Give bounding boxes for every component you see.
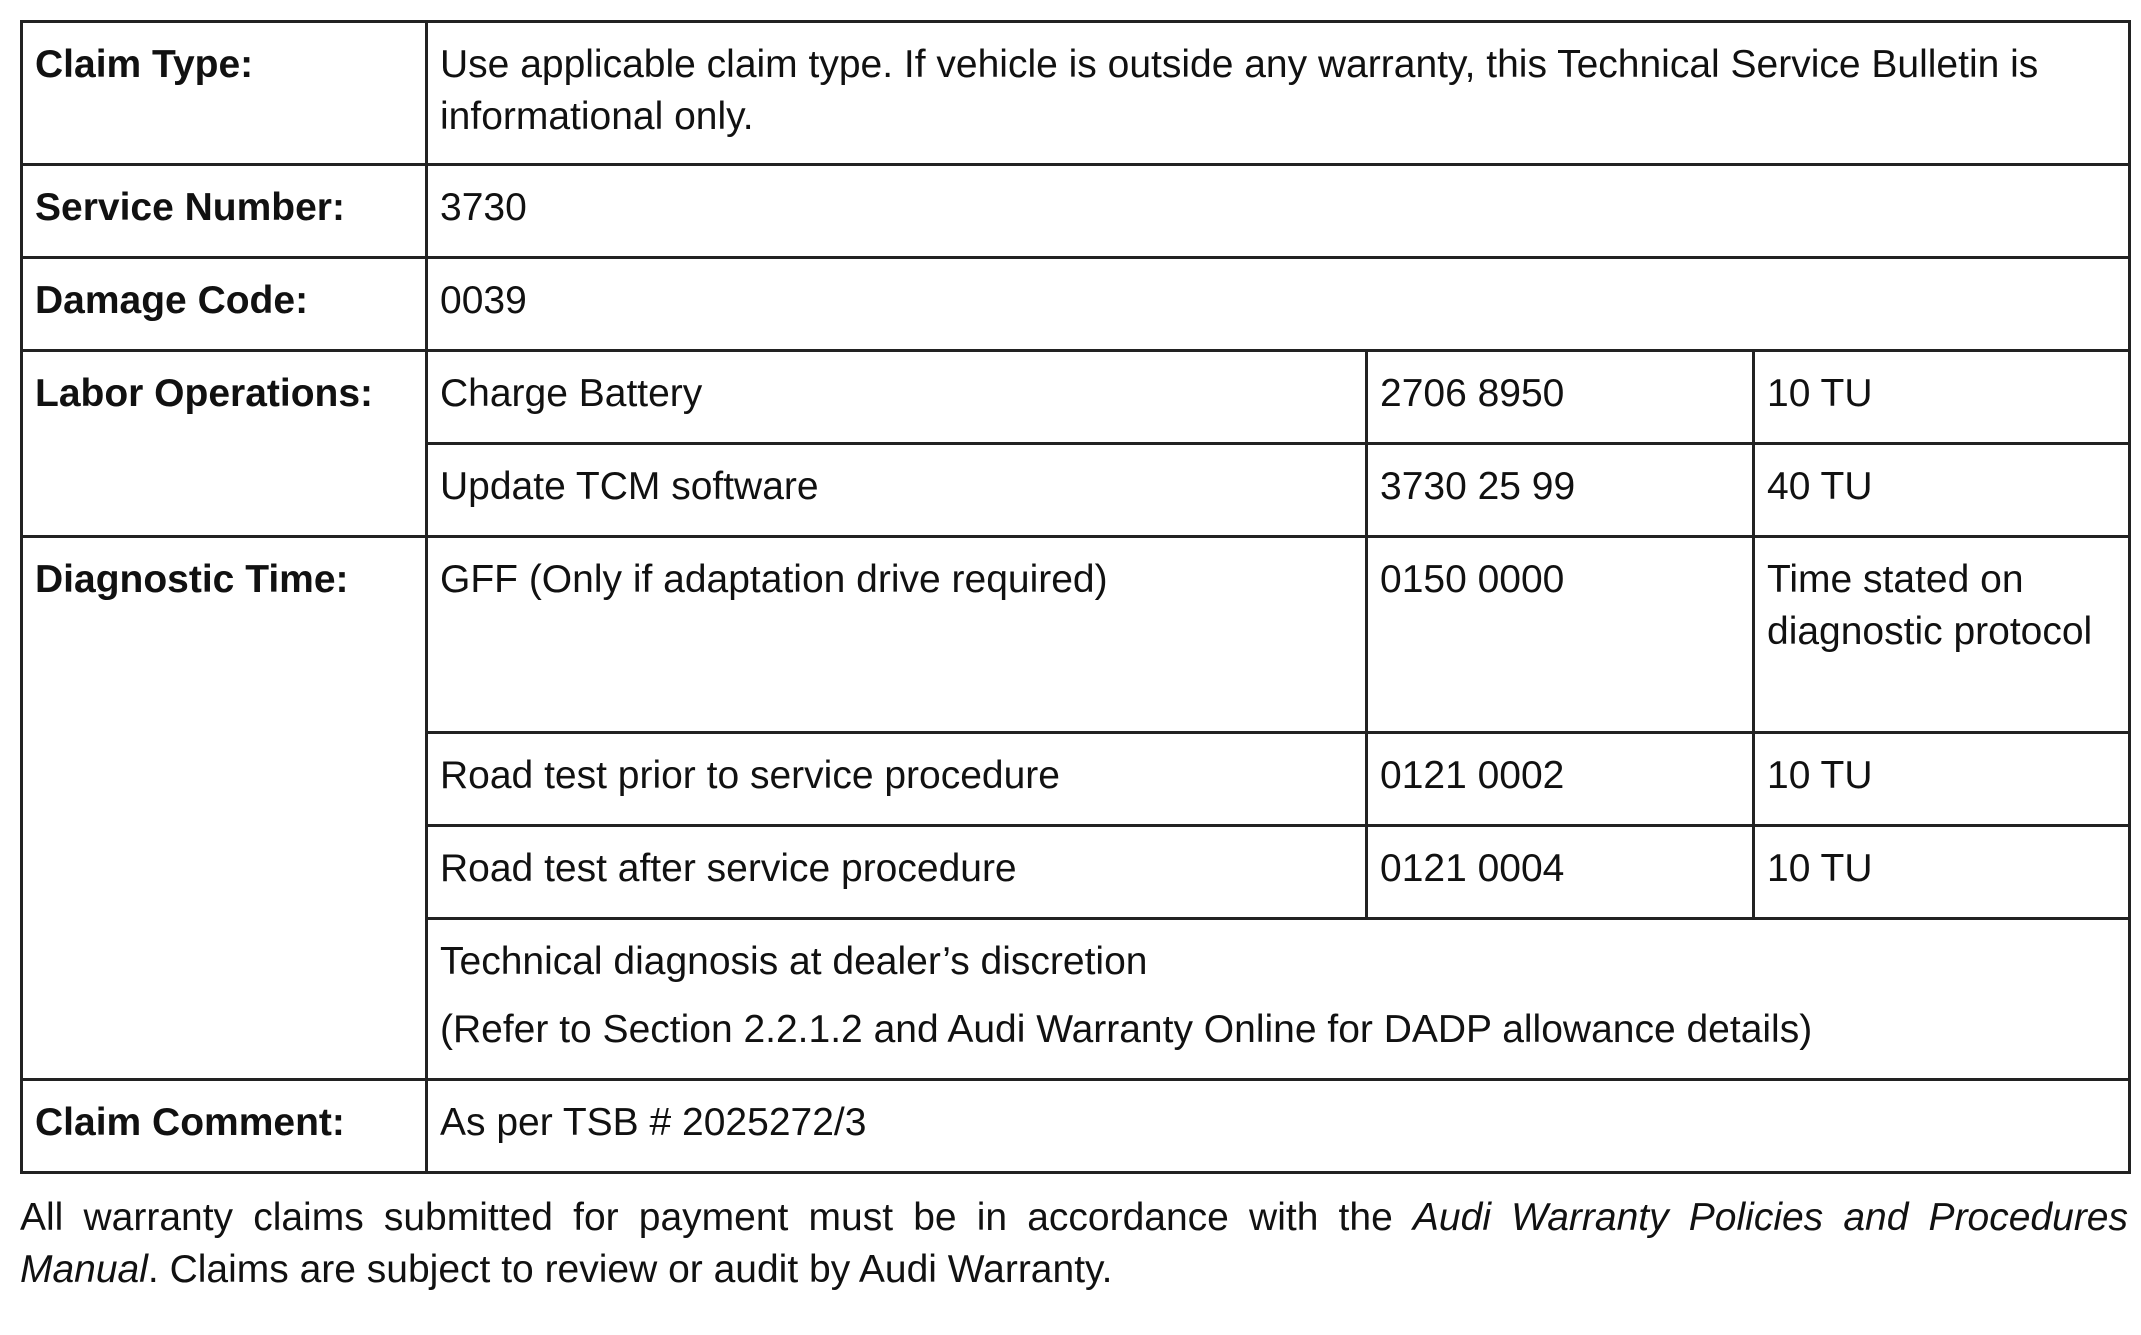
diagnostic-code: 0121 0004 (1367, 826, 1754, 919)
warranty-document (20, 20, 2128, 1335)
claim-comment-label: Claim Comment: (22, 1080, 427, 1173)
diagnostic-code: 0150 0000 (1367, 537, 1754, 733)
labor-operation-code: 3730 25 99 (1367, 444, 1754, 537)
damage-code-row (22, 258, 2130, 351)
claim-type-row (22, 22, 2130, 165)
diagnostic-description: Road test after service procedure (427, 826, 1367, 919)
service-number-value: 3730 (427, 165, 2130, 258)
diagnostic-time-value: 10 TU (1754, 826, 2130, 919)
diagnostic-discretion-cell (427, 919, 2130, 1080)
diagnostic-time-value: Time stated on diagnostic protocol (1754, 537, 2130, 733)
diagnostic-description: Road test prior to service procedure (427, 733, 1367, 826)
claim-comment-value: As per TSB # 2025272/3 (427, 1080, 2130, 1173)
discretion-text: Technical diagnosis at dealer’s discretion (440, 940, 1148, 983)
labor-operation-row (22, 351, 2130, 444)
labor-operation-time: 10 TU (1754, 351, 2130, 444)
dadp-reference-text: (Refer to Section 2.2.1.2 and Audi Warranty Online for DADP allowance details) (440, 1008, 1813, 1051)
warranty-table (20, 20, 2131, 1174)
labor-operation-description: Charge Battery (427, 351, 1367, 444)
footer-manual-title: Audi Warranty Policies and Procedures Manual (20, 1196, 2128, 1291)
claim-type-value: Use applicable claim type. If vehicle is outside any warranty, this Technical Service Bulletin is informational only. (427, 22, 2130, 165)
service-number-label: Service Number: (22, 165, 427, 258)
footer-text-after: . Claims are subject to review or audit by Audi Warranty. (147, 1248, 1113, 1291)
labor-operation-code: 2706 8950 (1367, 351, 1754, 444)
labor-operations-label: Labor Operations: (22, 351, 427, 537)
diagnostic-row (22, 537, 2130, 733)
warranty-footer-note (20, 1192, 2128, 1296)
claim-comment-row (22, 1080, 2130, 1173)
footer-text-before: All warranty claims submitted for payment must be in accordance with the (20, 1196, 1413, 1239)
diagnostic-code: 0121 0002 (1367, 733, 1754, 826)
diagnostic-time-value: 10 TU (1754, 733, 2130, 826)
labor-operation-time: 40 TU (1754, 444, 2130, 537)
service-number-row (22, 165, 2130, 258)
labor-operation-description: Update TCM software (427, 444, 1367, 537)
damage-code-value: 0039 (427, 258, 2130, 351)
diagnostic-time-label: Diagnostic Time: (22, 537, 427, 1080)
damage-code-label: Damage Code: (22, 258, 427, 351)
diagnostic-description: GFF (Only if adaptation drive required) (427, 537, 1367, 733)
claim-type-label: Claim Type: (22, 22, 427, 165)
